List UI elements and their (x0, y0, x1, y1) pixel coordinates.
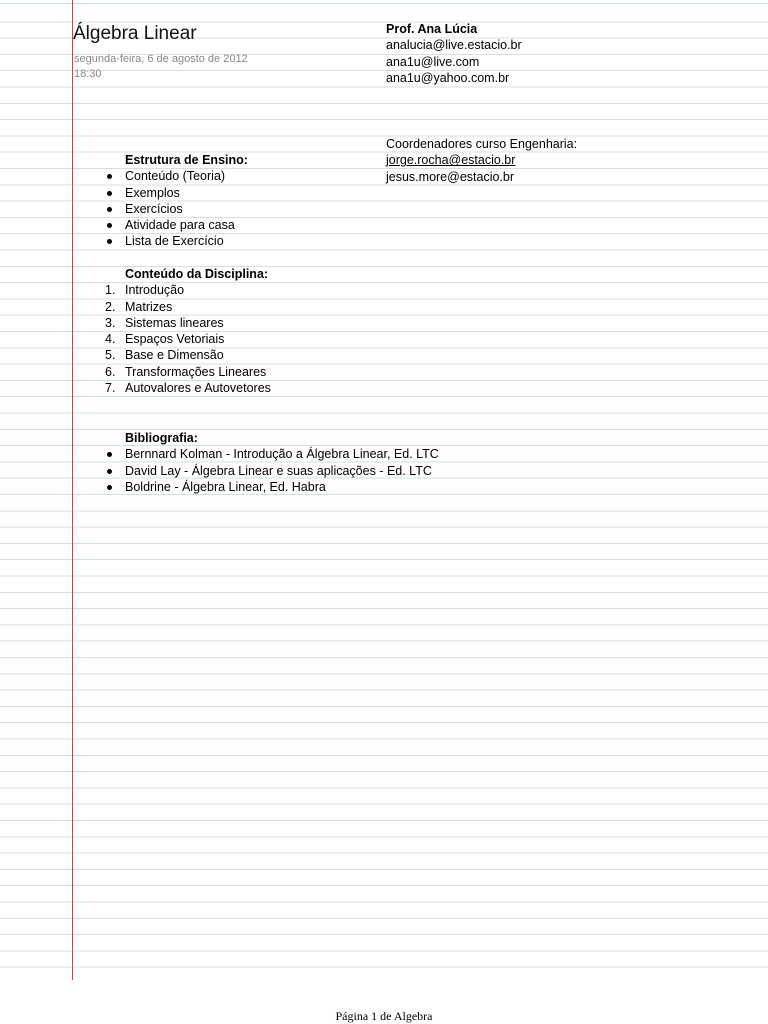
page-footer: Página 1 de Algebra (335, 1009, 433, 1023)
list-item: 7. Autovalores e Autovetores (105, 381, 271, 396)
professor-name: Prof. Ana Lúcia (386, 22, 478, 36)
list-item: 6. Transformações Lineares (105, 364, 267, 379)
bullet-icon (107, 469, 112, 474)
page-title[interactable]: Álgebra Linear (73, 23, 197, 44)
teaching-structure-section (125, 152, 248, 250)
list-item: 2. Matrizes (105, 299, 173, 314)
section-heading: Estrutura de Ensino: (125, 153, 248, 167)
list-item: Atividade para casa (125, 217, 248, 233)
note-date: segunda-feira, 6 de agosto de 2012 (74, 53, 248, 65)
bullet-icon (107, 174, 112, 179)
bullet-icon (107, 223, 112, 228)
coordinators-block (386, 136, 577, 185)
contact-email: ana1u@live.com (386, 54, 480, 69)
bibliography-section (125, 430, 439, 495)
contact-email: ana1u@yahoo.com.br (386, 70, 510, 85)
list-item: Exemplos (125, 185, 248, 201)
bullet-icon (107, 191, 112, 196)
list-item: Boldrine - Álgebra Linear, Ed. Habra (125, 479, 439, 495)
list-item: 1. Introdução (105, 283, 185, 298)
bullet-icon (107, 239, 112, 244)
numbered-list (105, 282, 271, 396)
bullet-icon (107, 207, 112, 212)
contact-email: analucia@live.estacio.br (386, 38, 522, 53)
list-item: David Lay - Álgebra Linear e suas aplicações - Ed. LTC (125, 463, 439, 479)
section-heading: Conteúdo da Disciplina: (125, 267, 269, 281)
bullet-list (125, 168, 248, 249)
note-time: 18:30 (74, 68, 102, 80)
bullet-list (125, 446, 439, 495)
list-item: Bernnard Kolman - Introdução a Álgebra Linear, Ed. LTC (125, 446, 439, 462)
coordinators-heading: Coordenadores curso Engenharia: (386, 137, 578, 151)
coordinator-email-link[interactable]: jorge.rocha@estacio.br (386, 153, 516, 168)
list-item: Lista de Exercício (125, 233, 248, 249)
contact-block (386, 21, 522, 86)
list-item: 4. Espaços Vetoriais (105, 332, 225, 347)
bullet-icon (107, 485, 112, 490)
coordinator-email: jesus.more@estacio.br (386, 169, 515, 184)
list-item: Conteúdo (Teoria) (125, 168, 248, 184)
list-item: 3. Sistemas lineares (105, 315, 224, 330)
list-item: Exercícios (125, 201, 248, 217)
list-item: 5. Base e Dimensão (105, 348, 224, 363)
syllabus-section (105, 266, 271, 396)
section-heading: Bibliografia: (125, 431, 198, 445)
bullet-icon (107, 452, 112, 457)
